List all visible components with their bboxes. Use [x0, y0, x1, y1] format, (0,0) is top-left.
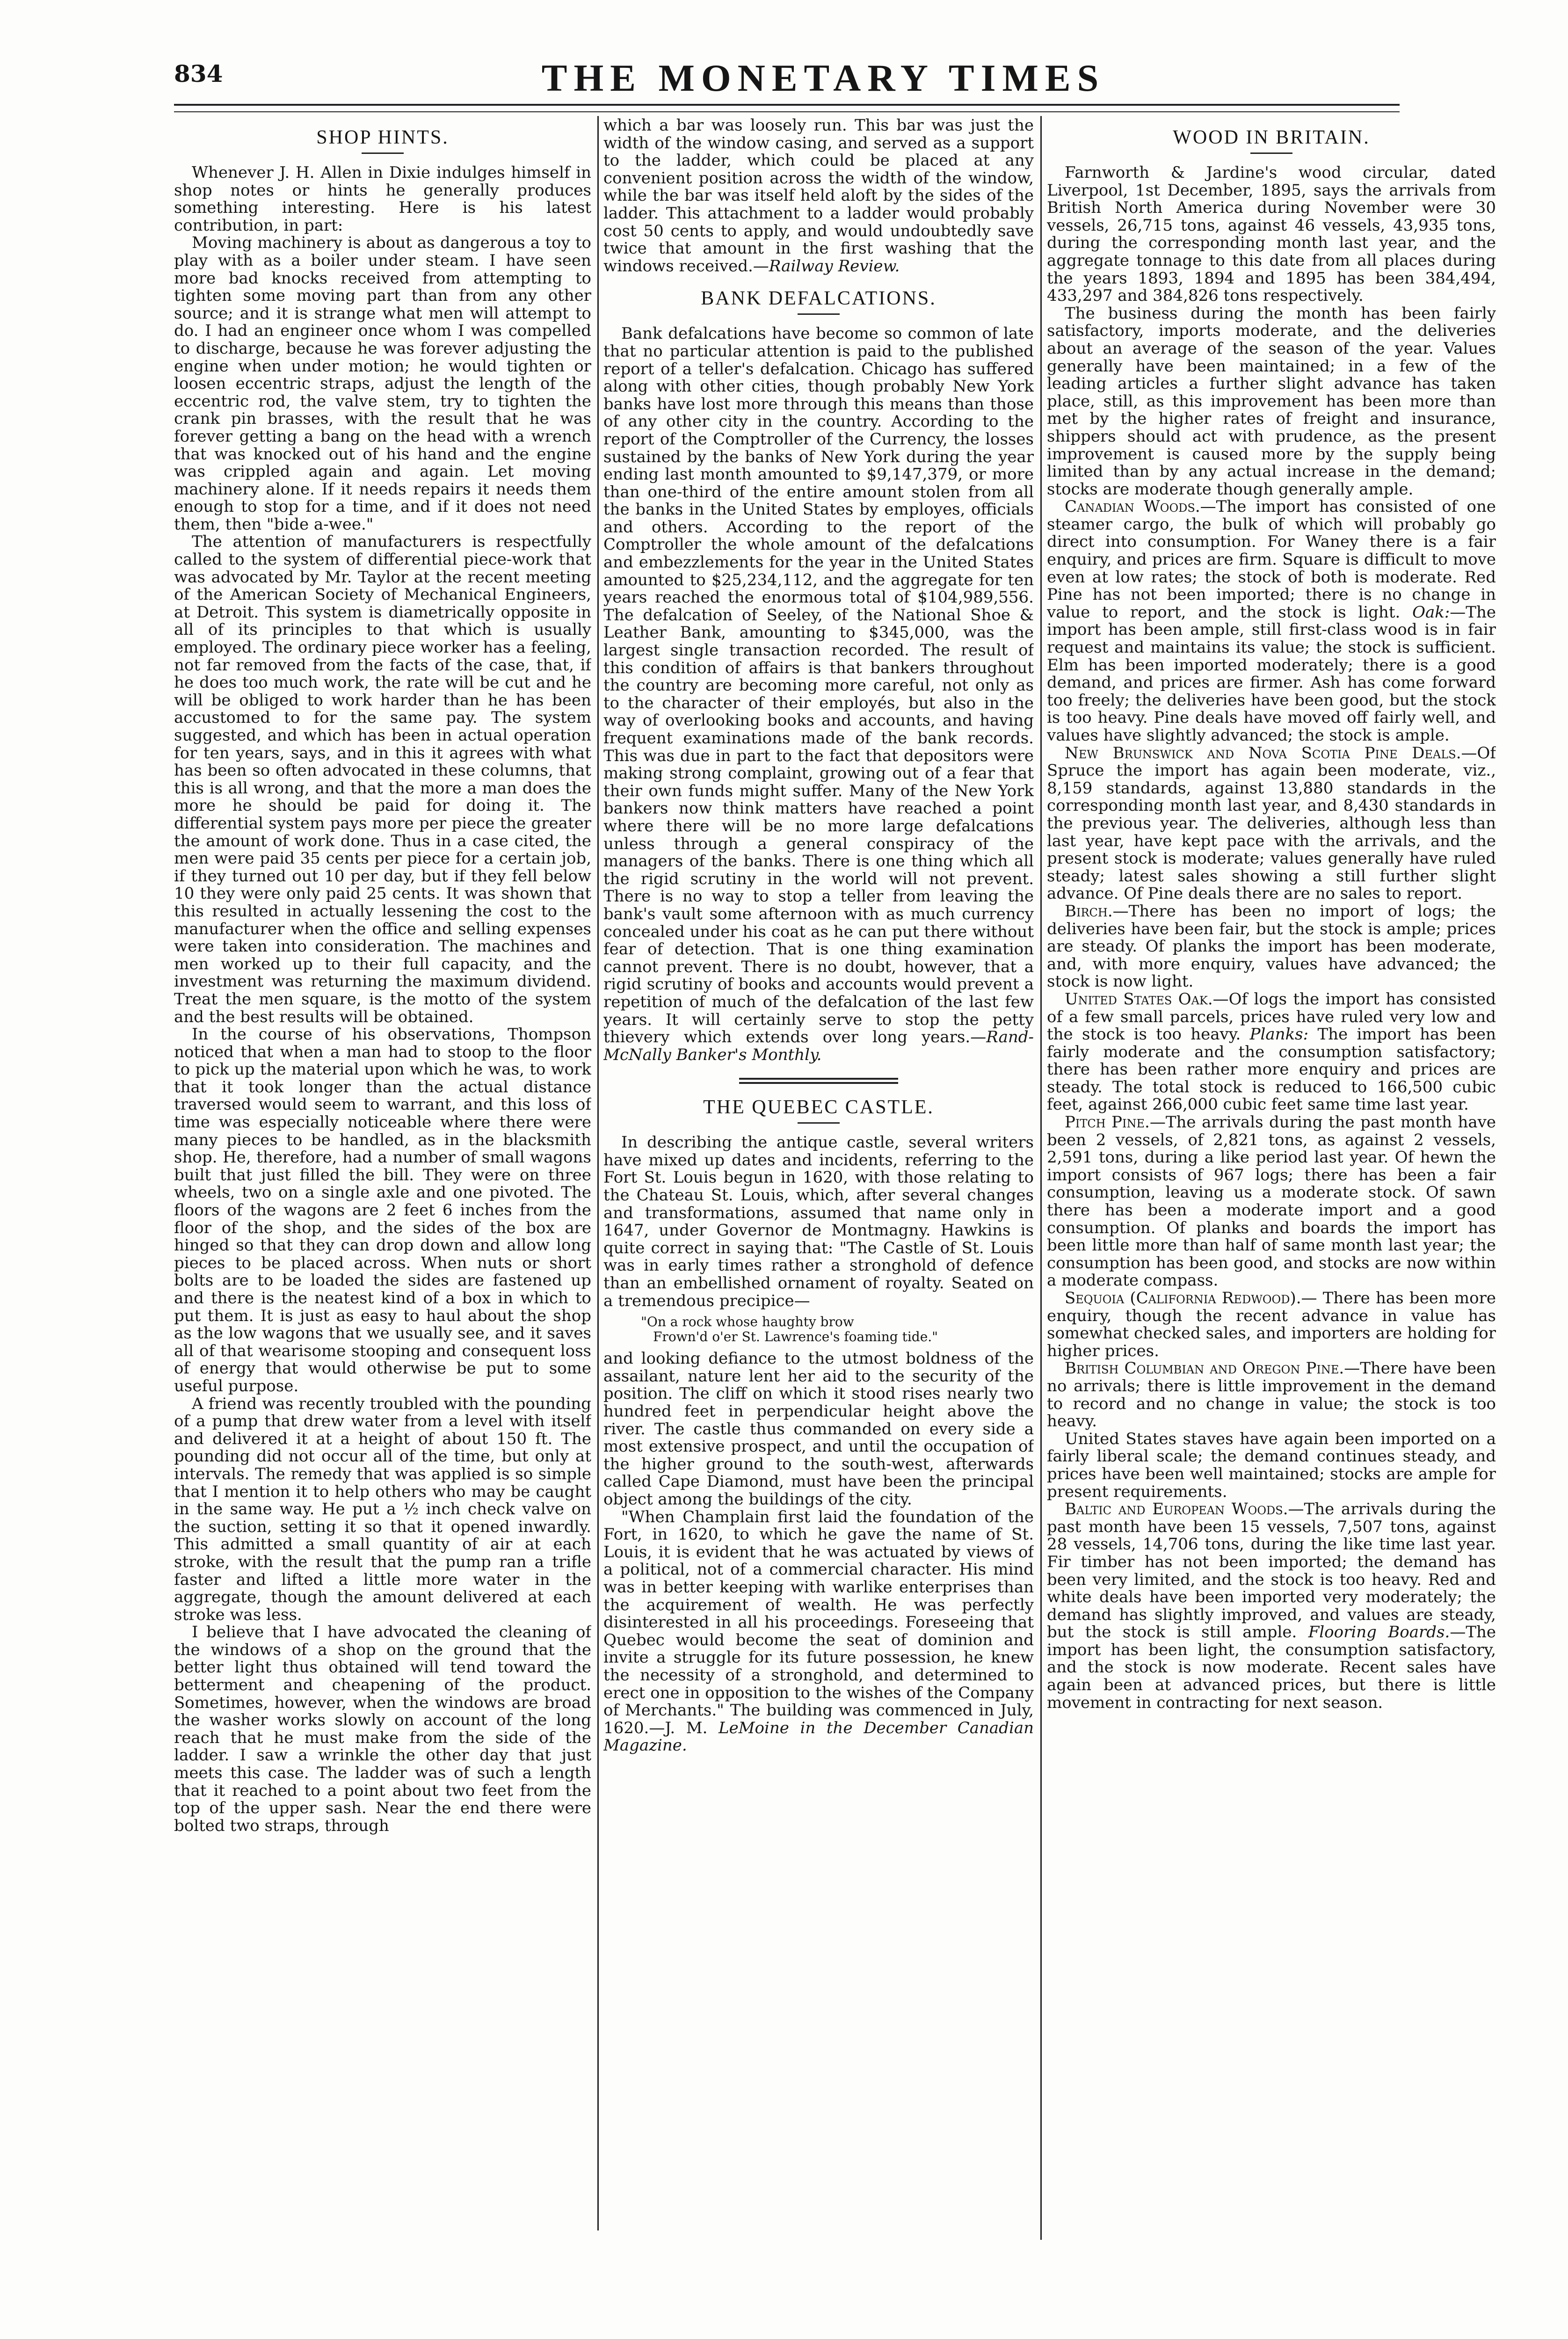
oak-lead: Oak:: [1412, 603, 1450, 622]
wood-paragraph-new-brunswick: [1047, 745, 1496, 903]
shop-hints-paragraph-1: Whenever J. H. Allen in Dixie indulges himself in shop notes or hints he generally produces something interesting. Here is his latest contribution, in part:: [174, 163, 591, 235]
pitch-pine-text: —The arrivals during the past month have been 2 vessels, of 2,821 tons, as against 2 vessels, 2,591 tons, during a like period last year. Of hewn the import consists of 967 logs; there has been a fair consumption, leaving us a moderate stock. Of sawn there has been a moderate import and a good consumption. Of planks and boards the import has been little more than half of same month last year; the consumption has been good, and stocks are now within a moderate compass.: [1047, 1113, 1496, 1290]
shop-hints-paragraph-3: The attention of manufacturers is respectfully called to the system of differential piece-work that was advocated by Mr. Taylor at the recent meeting of the American Society of Mechanical Engineers, at Detroit. This system is diametrically opposite in all of its principles to that which is usually employed. The ordinary piece worker has a feeling, not far removed from the facts of the case, that, if he does too much work, the rate will be cut and he will be obliged to work harder than he has been accustomed to for the same pay. The system suggested, and which has been in actual operation for ten years, says, and in this it agrees with what has been so often advocated in these columns, that this is all wrong, and that the more a man does the more he should be paid for doing it. The differential system pays more per piece the greater the amount of work done. Thus in a case cited, the men were paid 35 cents per piece for a certain job, if they turned out 10 per day, but if they fell below 10 they were only paid 25 cents. It was shown that this resulted in actually lessening the cost to the manufacturer when the office and selling expenses were taken into consideration. The machines and men worked up to their full capacity, and the investment was returning the maximum dividend. Treat the men square, is the motto of the system and the best results will be obtained.: [174, 532, 591, 1026]
planks-text: The import has been fairly moderate and the consumption satisfactory; there has been rather more enquiry and prices are steady. The total stock is reduced to 166,500 cubic feet, against 266,000 cubic feet same time last year.: [1047, 1025, 1496, 1114]
wood-paragraph-birch: [1047, 903, 1496, 991]
canadian-woods-text: —The import has consisted of one steamer cargo, the bulk of which will probably go direct into consumption. For Waney there is a fair enquiry, and prices are firm. Square is difficult to move even at low rates; the stock of both is moderate. Red Pine has not been imported; there is no change in value to report, and the stock is light.: [1047, 497, 1496, 622]
heading-rule: [362, 153, 404, 154]
quebec-castle-source: LeMoine in the December Canadian Magazine.: [603, 1718, 1034, 1755]
pitch-pine-lead: Pitch Pine.: [1065, 1113, 1150, 1132]
flooring-text: —The import has been light, the consumption satisfactory, and the stock is now moderate. Recent sales have again been at advanced prices, but there is little movement in contracting for next season.: [1047, 1623, 1496, 1712]
baltic-lead: Baltic and European Woods.: [1065, 1500, 1288, 1519]
wood-paragraph-intro: Farnworth & Jardine's wood circular, dated Liverpool, 1st December, 1895, says the arrivals from British North America during November were 30 vessels, 26,715 tons, against 46 vessels, 43,935 tons, during the corresponding month last year, and the aggregate tonnage to this date from all places during the years 1893, 1894 and 1895 has been 384,494, 433,297 and 384,826 tons respectively.: [1047, 163, 1496, 305]
header-rule-top: [174, 104, 1400, 106]
quebec-castle-paragraph-3-text: "When Champlain first laid the foundation of the Fort, in 1620, to which he gave the name of St. Louis, it is evident that he was actuated by views of a political, not of a commercial character. His mind was in better keeping with warlike enterprises than the acquirement of wealth. He was perfectly disinterested in all his proceedings. Foreseeing that Quebec would become the seat of dominion and invite a struggle for its future possession, he knew the necessity of a stronghold, and determined to erect one in opposition to the wishes of the Company of Merchants." The building was commenced in July, 1620.—J. M.: [603, 1507, 1034, 1737]
verse-line-2: Frown'd o'er St. Lawrence's foaming tide.": [653, 1329, 938, 1345]
us-oak-text: —Of logs the import has consisted of a few small parcels, prices have ruled very low and the stock is too heavy.: [1047, 989, 1496, 1044]
wood-paragraph-baltic: [1047, 1501, 1496, 1712]
sequoia-lead: Sequoia (California Redwood).: [1065, 1289, 1301, 1308]
british-columbian-text: —There have been no arrivals; there is little improvement in the demand to record and no change in value; the stock is too heavy.: [1047, 1359, 1496, 1431]
heading-rule: [1250, 153, 1292, 154]
shop-hints-paragraph-5: A friend was recently troubled with the pounding of a pump that drew water from a level with itself and delivered it at a height of about 150 ft. The pounding did not occur all of the time, but only at intervals. The remedy that was applied is so simple that I mention it to help others who may be caught in the same way. He put a ½ inch check valve on the suction, setting it so that it opened inwardly. This admitted a small quantity of air at each stroke, with the result that the pump ran a trifle faster and lifted a little more water in the aggregate, though the amount delivered at each stroke was less.: [174, 1394, 591, 1624]
shop-hints-paragraph-2: Moving machinery is about as dangerous a toy to play with as a boiler under steam. I have seen more bad knocks received from attempting to tighten some moving part than from any other source; and it is strange what men will attempt to do. I had an engineer once whom I was compelled to discharge, because he was forever adjusting the engine when under motion; he would tighten or loosen eccentric straps, adjust the length of the eccentric rod, the valve stem, try to tighten the crank pin brasses, with the result that he was forever getting a bang on the head with a wrench that was knocked out of his hand and the engine was crippled again and again. Let moving machinery alone. If it needs repairs it needs them enough to stop for a time, and if it does not need them, then "bide a-wee.": [174, 233, 591, 534]
wood-paragraph-us-oak: [1047, 991, 1496, 1114]
quebec-castle-paragraph-3: [603, 1509, 1034, 1755]
journal-title: THE MONETARY TIMES: [541, 57, 1105, 99]
shop-hints-paragraph-6: I believe that I have advocated the cleaning of the windows of a shop on the ground that the better light thus obtained will tend toward the betterment and cheapening of the product. Sometimes, however, when the windows are broad the washer works slowly on account of the long reach that he must make from the side of the ladder. I saw a wrinkle the other day that just meets this case. The ladder was of such a length that it reached to a point about two feet from the top of the upper sash. Near the end there were bolted two straps, through: [174, 1623, 591, 1835]
article-heading-quebec-castle: THE QUEBEC CASTLE.: [703, 1097, 934, 1119]
oak-text: —The import has been ample, still first-class wood is in fair request and maintains its value; the stock is sufficient. Elm has been imported moderately; there is a good demand, and prices are firmer. Ash has come forward too freely; the deliveries have been good, but the stock is too heavy. Pine deals have moved off fairly well, and values have slightly advanced; the stock is ample.: [1047, 603, 1496, 745]
birch-lead: Birch.: [1065, 901, 1113, 921]
shop-hints-source: —Railway Review.: [753, 256, 900, 276]
flooring-lead: Flooring Boards.: [1308, 1623, 1450, 1642]
sequoia-text: — There has been more enquiry, though the recent advance in value has somewhat checked sales, and importers are holding for higher prices.: [1047, 1289, 1496, 1360]
bank-defalcations-text: Bank defalcations have become so common of late that no particular attention is paid to the published report of a teller's defalcation. Chicago has suffered along with other cities, though probably New York banks have lost more through this means than those of any other city in the country. According to the report of the Comptroller of the Currency, the losses sustained by the banks of New York during the year ending last month amounted to $9,147,379, or more than one-third of the entire amount stolen from all the banks in the United States by employes, officials and others. According to the report of the Comptroller the whole amount of the defalcations and embezzlements for the year in the United States amounted to $25,234,112, and the aggregate for ten years reached the enormous total of $104,989,556. The defalcation of Seeley, of the National Shoe & Leather Bank, amounting to $345,000, was the largest single transaction recorded. The result of this condition of affairs is that bankers throughout the country are becoming more careful, not only as to the character of their employés, but also in the way of overlooking books and accounts, and having frequent examinations made of the bank records. This was due in part to the fact that depositors were making strong complaint, growing out of a fear that their own funds might suffer. Many of the New York bankers now think matters have reached a point where there will be no more large defalcations unless through a general conspiracy of the managers of the banks. There is one thing which all the rigid scrutiny in the world will not prevent. There is no way to stop a teller from leaving the bank's vault some afternoon with as much currency concealed under his coat as he can put there without fear of detection. That is one thing examination cannot prevent. There is no doubt, however, that a rigid scrutiny of books and accounts would prevent a repetition of much of the defalcation of the last few years. It will certainly serve to stop the petty thievery which extends over long years.: [603, 324, 1034, 1047]
article-heading-wood-in-britain: WOOD IN BRITAIN.: [1173, 127, 1370, 148]
article-heading-bank-defalcations: BANK DEFALCATIONS.: [701, 288, 936, 310]
wood-paragraph-sequoia: [1047, 1290, 1496, 1360]
wood-paragraph-british-columbian: [1047, 1360, 1496, 1430]
shop-hints-paragraph-7: [603, 117, 1034, 275]
verse-line-1: "On a rock whose haughty brow: [641, 1314, 854, 1330]
wood-paragraph-business: The business during the month has been fairly satisfactory, imports moderate, and the deliveries about an average of the season of the year. Values generally have been maintained; in a few of the leading articles a further slight advance has taken place, still, as this improvement has been more than met by the higher rates of freight and insurance, shippers should act with prudence, as the present improvement is caused more by the supply being limited than by any actual increase in the demand; stocks are moderate though generally ample.: [1047, 304, 1496, 499]
quebec-castle-paragraph-2: and looking defiance to the utmost boldness of the assailant, nature lent her aid to the security of the position. The cliff on which it stood rises nearly two hundred feet in perpendicular height above the river. The castle thus commanded on every side a most extensive prospect, and until the occupation of the higher ground to the south-west, afterwards called Cape Diamond, must have been the principal object among the buildings of the city.: [603, 1349, 1034, 1509]
shop-hints-paragraph-4: In the course of his observations, Thompson noticed that when a man had to stoop to the floor to pick up the material upon which he was, to work that it took longer than the actual distance traversed would seem to warrant, and this loss of time was especially noticeable where there were many pieces to be handled, as in the blacksmith shop. He, therefore, had a number of small wagons built that just filled the bill. They were on three wheels, two on a single axle and one pivoted. The floors of the wagons are 2 feet 6 inches from the floor of the shop, and the sides of the box are hinged so that they can drop down and allow long pieces to be placed across. When nuts or short bolts are to be loaded the sides are fastened up and there is the neatest kind of a box in which to put them. It is just as easy to haul about the shop as the low wagons that we usually see, and it saves all of that wearisome stooping and consequent loss of energy that would otherwise be put to some useful purpose.: [174, 1025, 591, 1395]
column-middle: [603, 117, 1034, 2236]
column-divider-1: [597, 116, 599, 2230]
wood-paragraph-canadian: [1047, 498, 1496, 744]
article-separator: [603, 1078, 1034, 1084]
column-left: [174, 117, 591, 2222]
verse-quote: [641, 1315, 1034, 1344]
new-brunswick-text: —Of Spruce the import has again been moderate, viz., 8,159 standards, against 13,880 standards in the corresponding month last year, and 8,430 standards in the previous year. The deliveries, although less than last year, have kept pace with the arrivals, and the present stock is moderate; values generally have ruled steady; latest sales showing a still further slight advance. Of Pine deals there are no sales to report.: [1047, 743, 1496, 903]
article-heading-shop-hints: SHOP HINTS.: [316, 127, 449, 148]
page-number: 834: [174, 60, 223, 87]
wood-paragraph-pitch-pine: [1047, 1114, 1496, 1290]
quebec-castle-paragraph-1: In describing the antique castle, several writers have mixed up dates and incidents, referring to the Fort St. Louis begun in 1620, with those relating to the Chateau St. Louis, which, after several changes and transformations, assumed that name only in 1647, under Governor de Montmagny. Hawkins is quite correct in saying that: "The Castle of St. Louis was in early times rather a stronghold of defence than an embellished ornament of royalty. Seated on a tremendous precipice—: [603, 1133, 1034, 1310]
british-columbian-lead: British Columbian and Oregon Pine.: [1065, 1359, 1344, 1378]
column-right: [1047, 117, 1496, 2264]
shop-hints-paragraph-7-text: which a bar was loosely run. This bar was just the width of the window casing, and served as a support to the ladder, which could be placed at any convenient position across the width of the window, while the bar was itself held aloft by the sides of the ladder. This attachment to a ladder would probably cost 50 cents to apply, and would undoubtedly save twice that amount in the first washing that the windows received.: [603, 117, 1034, 276]
baltic-text: —The arrivals during the past month have been 15 vessels, 7,507 tons, against 28 vessels, 14,706 tons, during the like time last year. Fir timber has not been imported; the demand has been very limited, and the stock is too heavy. Red and white deals have been imported very moderately; the demand has slightly improved, and values are steady, but the stock is still ample.: [1047, 1500, 1496, 1642]
planks-lead: Planks:: [1249, 1025, 1309, 1044]
birch-text: —There has been no import of logs; the deliveries have been fair, but the stock is ample; prices are steady. Of planks the import has been moderate, and, with more enquiry, values have advanced; the stock is now light.: [1047, 901, 1496, 991]
heading-rule: [798, 313, 840, 315]
canadian-woods-lead: Canadian Woods.: [1065, 497, 1200, 516]
column-divider-2: [1040, 116, 1042, 2240]
new-brunswick-lead: New Brunswick and Nova Scotia Pine Deals.: [1065, 743, 1461, 763]
page-header: [0, 56, 1568, 103]
us-oak-lead: United States Oak.: [1065, 989, 1213, 1009]
header-rule-bottom: [174, 111, 1400, 112]
bank-defalcations-paragraph: [603, 325, 1034, 1064]
bank-defalcations-source: —Rand-McNally Banker's Monthly.: [603, 1028, 1034, 1064]
heading-rule: [798, 1122, 840, 1124]
wood-paragraph-staves: United States staves have again been imported on a fairly liberal scale; the demand continues steady, and prices have been well maintained; stocks are ample for present requirements.: [1047, 1429, 1496, 1501]
